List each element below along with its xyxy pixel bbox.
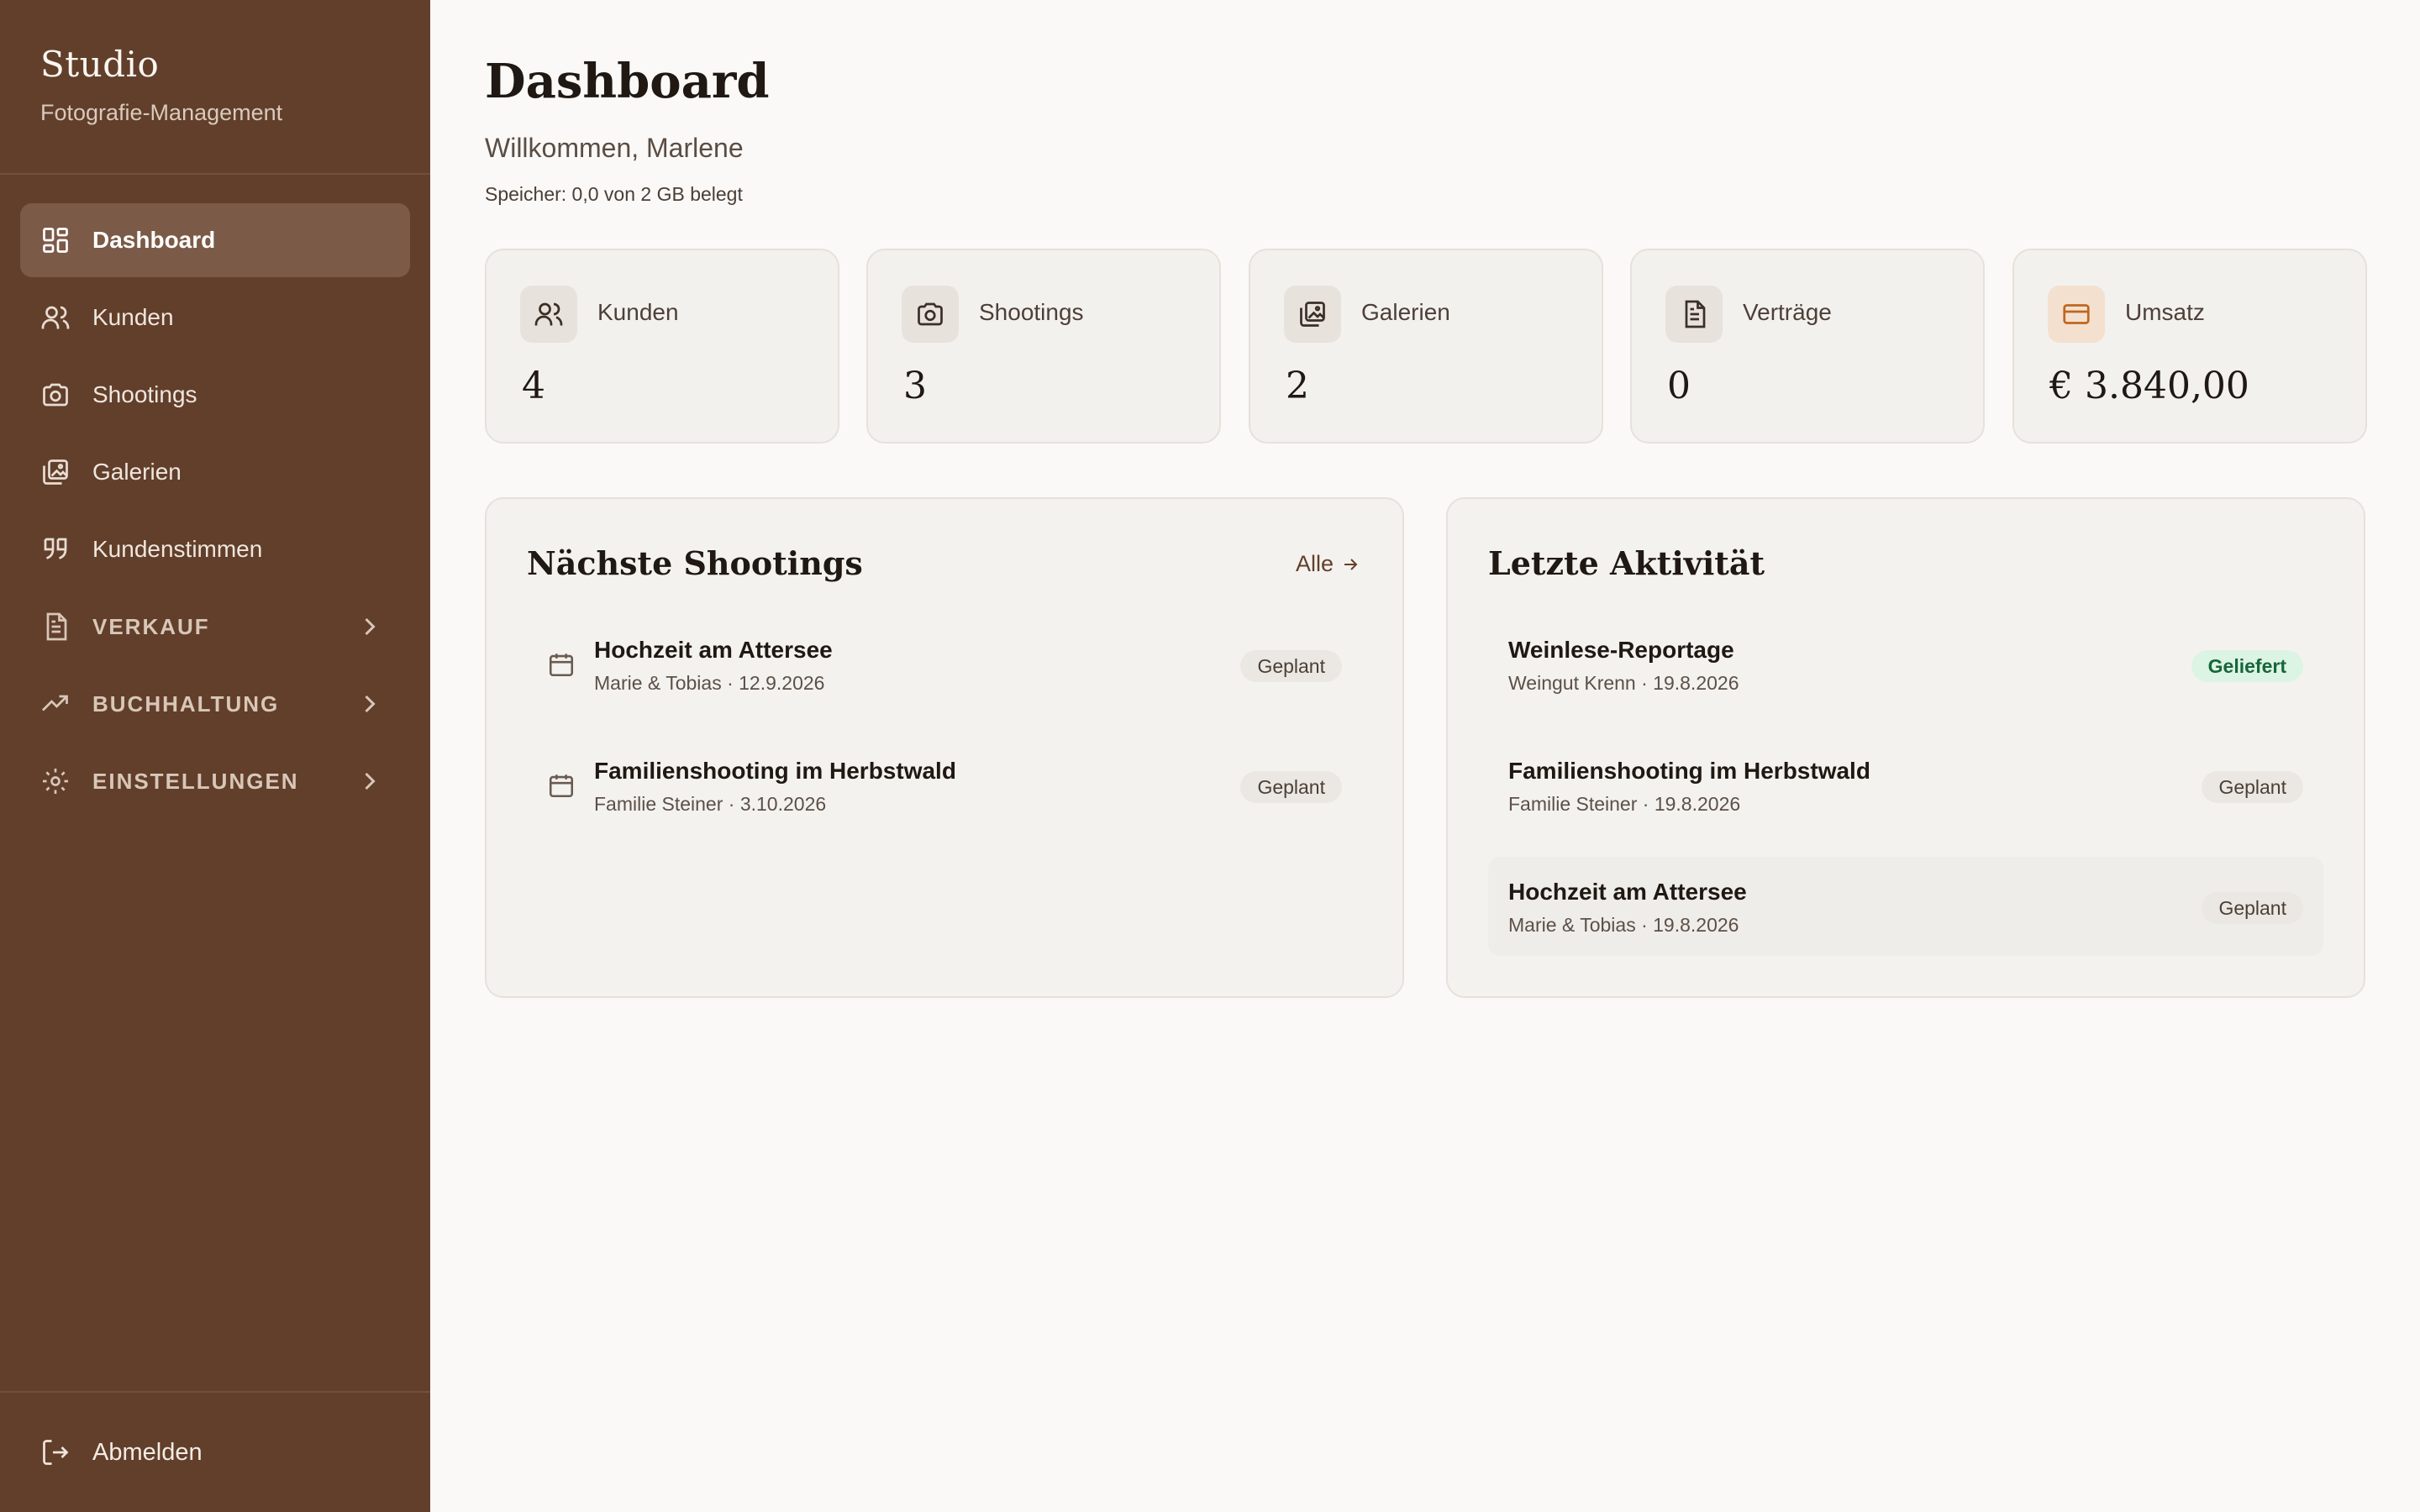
chevron-right-icon xyxy=(355,689,385,719)
sidebar-section-einstellungen[interactable] xyxy=(20,744,410,818)
credit-card-icon xyxy=(2061,299,2091,329)
view-all-link[interactable] xyxy=(1296,551,1360,577)
gear-icon xyxy=(40,766,71,796)
sidebar-item-label: Dashboard xyxy=(92,227,216,253)
activity-subtitle: Weingut Krenn · 19.8.2026 xyxy=(1508,672,1739,694)
gallery-icon xyxy=(40,457,71,487)
sidebar-section-label: VERKAUF xyxy=(92,613,210,639)
panel-title: Nächste Shootings xyxy=(527,544,863,582)
list-item[interactable] xyxy=(1488,615,2323,714)
stat-value: € 3.840,00 xyxy=(2049,365,2249,407)
chevron-right-icon xyxy=(355,766,385,796)
sidebar-section-buchhaltung[interactable] xyxy=(20,667,410,741)
activity-subtitle: Familie Steiner · 19.8.2026 xyxy=(1508,793,1741,815)
stat-icon-chip xyxy=(2048,286,2105,343)
list-item[interactable] xyxy=(1488,857,2323,956)
stat-value: 0 xyxy=(1667,365,1691,407)
brand-subtitle: Fotografie-Management xyxy=(40,100,283,125)
stat-card-umsatz[interactable] xyxy=(2012,249,2367,444)
calendar-icon xyxy=(547,650,576,679)
quote-icon xyxy=(40,534,71,564)
logout-icon xyxy=(40,1437,71,1467)
sidebar-section-verkauf[interactable] xyxy=(20,590,410,664)
logout-button[interactable] xyxy=(0,1391,430,1512)
status-badge: Geplant xyxy=(1240,771,1342,803)
activity-subtitle: Marie & Tobias · 19.8.2026 xyxy=(1508,914,1739,936)
sidebar-item-kundenstimmen[interactable] xyxy=(20,512,410,586)
list-item[interactable] xyxy=(527,615,1362,714)
stat-label: Shootings xyxy=(979,299,1084,325)
trending-up-icon xyxy=(40,689,71,719)
sidebar-section-label: EINSTELLUNGEN xyxy=(92,768,299,794)
shooting-title: Hochzeit am Attersee xyxy=(594,637,833,663)
stat-card-shootings[interactable] xyxy=(866,249,1221,444)
activity-title: Weinlese-Reportage xyxy=(1508,637,1734,663)
shooting-subtitle: Marie & Tobias · 12.9.2026 xyxy=(594,672,825,694)
logout-label: Abmelden xyxy=(92,1438,203,1466)
stat-label: Verträge xyxy=(1743,299,1832,325)
page-title: Dashboard xyxy=(485,54,770,109)
shooting-subtitle: Familie Steiner · 3.10.2026 xyxy=(594,793,827,815)
welcome-text: Willkommen, Marlene xyxy=(485,133,744,163)
camera-icon xyxy=(915,299,945,329)
sidebar-nav xyxy=(0,175,430,818)
stat-value: 4 xyxy=(522,365,545,407)
status-badge: Geplant xyxy=(2202,771,2303,803)
sidebar-item-label: Shootings xyxy=(92,381,197,407)
main-content xyxy=(430,0,2420,1512)
sidebar-item-shootings[interactable] xyxy=(20,358,410,432)
storage-info: Speicher: 0,0 von 2 GB belegt xyxy=(485,183,743,205)
brand xyxy=(0,0,430,175)
camera-icon xyxy=(40,380,71,410)
sidebar xyxy=(0,0,430,1512)
list-item[interactable] xyxy=(1488,736,2323,835)
sidebar-item-label: Kundenstimmen xyxy=(92,536,263,562)
activity-title: Familienshooting im Herbstwald xyxy=(1508,758,1870,784)
shooting-title: Familienshooting im Herbstwald xyxy=(594,758,956,784)
stat-value: 3 xyxy=(903,365,927,407)
sidebar-section-label: BUCHHALTUNG xyxy=(92,690,280,717)
users-icon xyxy=(40,302,71,333)
stat-value: 2 xyxy=(1286,365,1309,407)
sidebar-item-kunden[interactable] xyxy=(20,281,410,354)
brand-title: Studio xyxy=(40,44,160,85)
status-badge: Geliefert xyxy=(2191,650,2303,682)
users-icon xyxy=(534,299,564,329)
arrow-right-icon xyxy=(1340,554,1360,575)
gallery-icon xyxy=(1297,299,1328,329)
document-icon xyxy=(1679,299,1709,329)
panel-title: Letzte Aktivität xyxy=(1488,544,1765,582)
calendar-icon xyxy=(547,771,576,800)
stat-icon-chip xyxy=(1665,286,1723,343)
upcoming-shootings-panel xyxy=(485,497,1404,998)
status-badge: Geplant xyxy=(2202,892,2303,924)
stat-card-vertraege[interactable] xyxy=(1630,249,1985,444)
stat-icon-chip xyxy=(520,286,577,343)
stat-icon-chip xyxy=(902,286,959,343)
activity-title: Hochzeit am Attersee xyxy=(1508,879,1747,905)
view-all-label: Alle xyxy=(1295,551,1334,576)
stat-icon-chip xyxy=(1284,286,1341,343)
chevron-right-icon xyxy=(355,612,385,642)
sidebar-item-label: Kunden xyxy=(92,304,174,330)
document-icon xyxy=(40,612,71,642)
sidebar-item-label: Galerien xyxy=(92,459,182,485)
stat-label: Galerien xyxy=(1361,299,1450,325)
dashboard-grid-icon xyxy=(40,225,71,255)
stat-label: Umsatz xyxy=(2125,299,2205,325)
stat-card-galerien[interactable] xyxy=(1249,249,1603,444)
list-item[interactable] xyxy=(527,736,1362,835)
sidebar-item-dashboard[interactable] xyxy=(20,203,410,277)
sidebar-item-galerien[interactable] xyxy=(20,435,410,509)
recent-activity-panel xyxy=(1446,497,2365,998)
stat-card-kunden[interactable] xyxy=(485,249,839,444)
status-badge: Geplant xyxy=(1240,650,1342,682)
stat-label: Kunden xyxy=(597,299,679,325)
